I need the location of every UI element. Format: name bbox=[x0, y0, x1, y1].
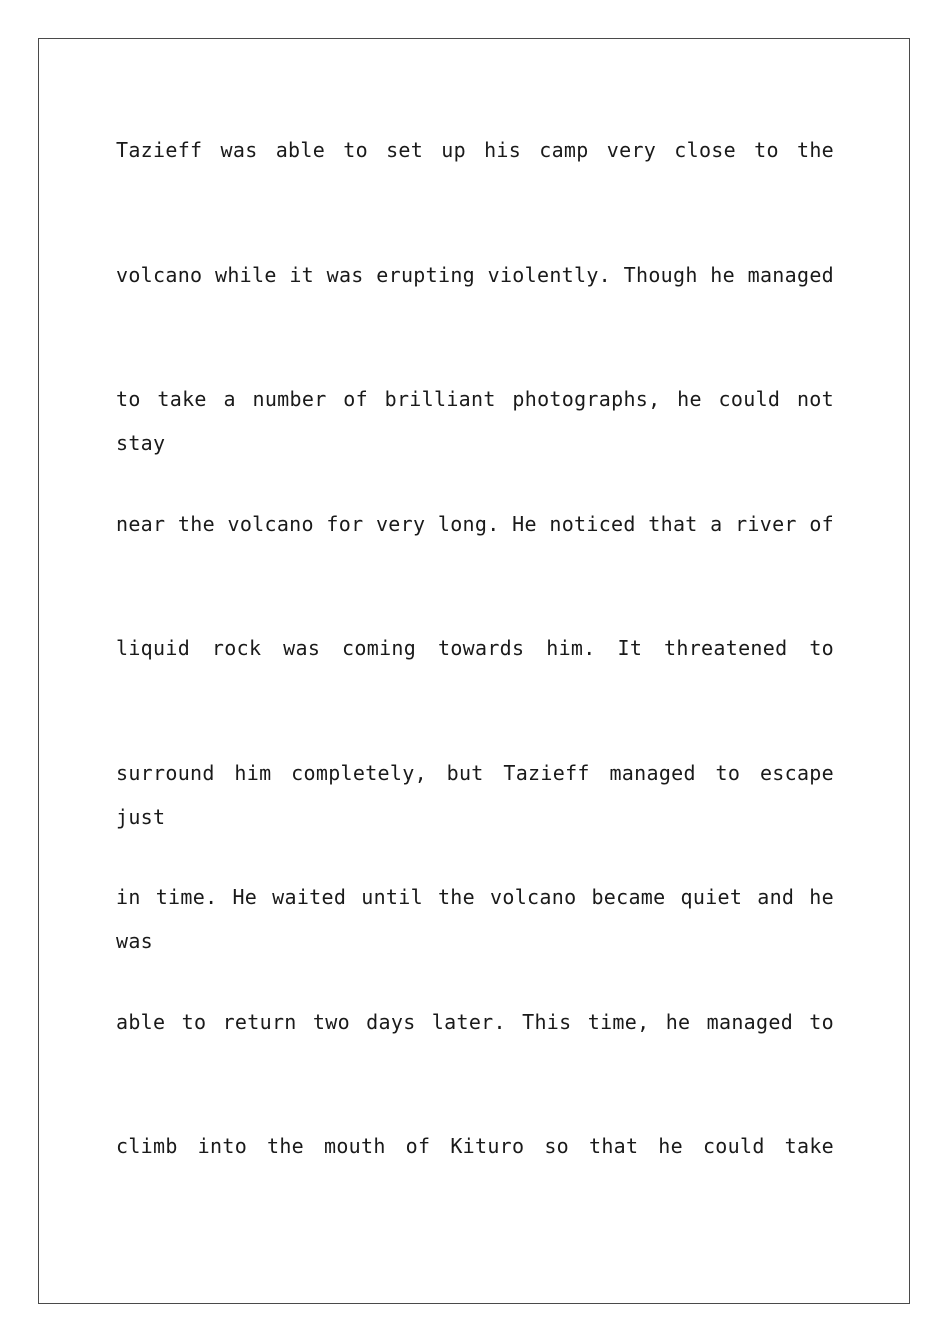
text-line-6: surround him completely, but Tazieff managed to escape just bbox=[116, 760, 834, 829]
text-line-7: in time. He waited until the volcano became quiet and he was bbox=[116, 885, 834, 953]
text-line-5: liquid rock was coming towards him. It threatened to bbox=[116, 636, 834, 660]
text-line-3: to take a number of brilliant photographs, he could not stay bbox=[116, 387, 834, 455]
body-text bbox=[116, 128, 834, 1249]
text-line-2: volcano while it was erupting violently. Though he managed bbox=[116, 262, 834, 287]
text-line-1: Tazieff was able to set up his camp very close to the bbox=[116, 138, 834, 162]
text-line-8: able to return two days later. This time, he managed to bbox=[116, 1009, 834, 1034]
text-line-9: climb into the mouth of Kituro so that he could take bbox=[116, 1134, 834, 1158]
text-line-4: near the volcano for very long. He noticed that a river of bbox=[116, 511, 834, 536]
